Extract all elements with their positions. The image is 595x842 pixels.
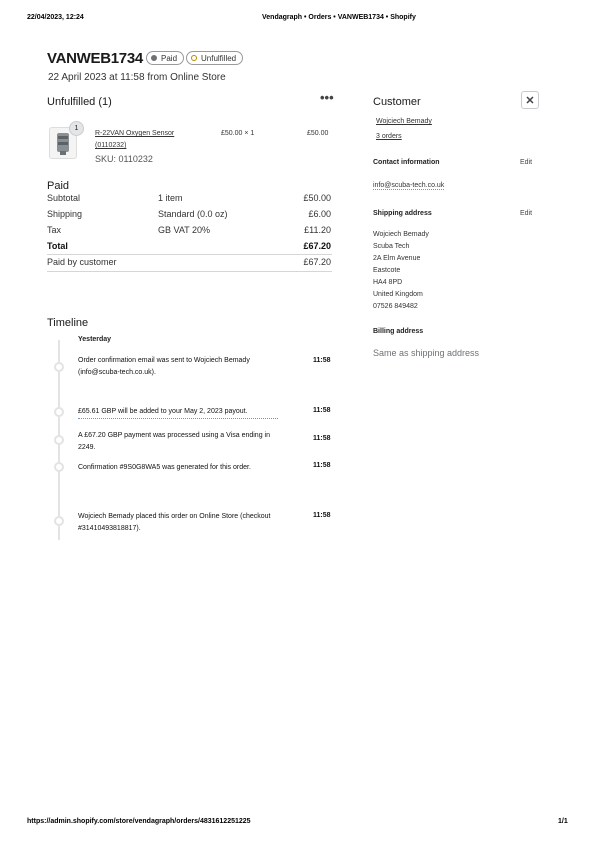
billing-address-value: Same as shipping address xyxy=(373,348,480,358)
print-datetime: 22/04/2023, 12:24 xyxy=(27,14,84,21)
product-line-total: £50.00 xyxy=(307,130,329,137)
order-number: VANWEB1734 xyxy=(47,50,143,67)
order-subtitle: 22 April 2023 at 11:58 from Online Store xyxy=(48,72,226,83)
timeline-dot-icon xyxy=(54,516,64,526)
payment-status-label: Paid xyxy=(161,53,178,63)
timeline-event-text[interactable]: £65.61 GBP will be added to your May 2, 2023 payout. xyxy=(78,406,278,419)
timeline-dot-icon xyxy=(54,435,64,445)
product-variant-link[interactable]: (0110232) xyxy=(95,142,127,149)
subtotal-desc: 1 item xyxy=(158,193,183,203)
paid-section-title: Paid xyxy=(47,180,70,192)
shipping-edit-button[interactable]: Edit xyxy=(520,210,533,217)
total-label: Total xyxy=(47,241,68,251)
timeline-event-time: 11:58 xyxy=(313,357,331,364)
product-name-link[interactable]: R-22VAN Oxygen Sensor xyxy=(95,130,175,137)
more-actions-icon[interactable]: ••• xyxy=(320,90,334,105)
shipping-label: Shipping xyxy=(47,209,83,219)
address-line: United Kingdom xyxy=(373,291,423,298)
customer-email-link[interactable]: info@scuba-tech.co.uk xyxy=(373,182,445,189)
paid-by-customer-amount: £67.20 xyxy=(303,257,331,267)
tax-label: Tax xyxy=(47,225,62,235)
address-line: 07526 849482 xyxy=(373,303,418,310)
product-sku: SKU: 0110232 xyxy=(95,154,153,164)
timeline-event-time: 11:58 xyxy=(313,435,331,442)
address-line: HA4 8PD xyxy=(373,279,403,286)
timeline-event-text: Order confirmation email was sent to Wojciech Bemady (info@scuba-tech.co.uk). xyxy=(78,357,250,376)
close-icon[interactable]: ✕ xyxy=(521,91,539,109)
billing-address-label: Billing address xyxy=(373,328,424,335)
quantity-badge: 1 xyxy=(69,121,84,136)
subtotal-label: Subtotal xyxy=(47,193,81,203)
status-dot-icon xyxy=(151,55,157,61)
fulfillment-status-badge xyxy=(186,51,243,65)
timeline-event-time: 11:58 xyxy=(313,462,331,469)
unfulfilled-title: Unfulfilled (1) xyxy=(47,96,112,108)
tax-desc: GB VAT 20% xyxy=(158,225,211,235)
print-page-number: 1/1 xyxy=(558,818,568,825)
print-url: https://admin.shopify.com/store/vendagraph/orders/4831612251225 xyxy=(27,818,251,825)
timeline-event-time: 11:58 xyxy=(313,512,331,519)
address-line: Scuba Tech xyxy=(373,243,410,250)
customer-title: Customer xyxy=(373,96,421,108)
address-line: Wojciech Bemady xyxy=(373,231,429,238)
shipping-desc: Standard (0.0 oz) xyxy=(158,209,228,219)
address-line: Eastcote xyxy=(373,267,401,274)
timeline-day-heading: Yesterday xyxy=(78,336,112,343)
payment-status-badge xyxy=(146,51,184,65)
product-unit-price: £50.00 × 1 xyxy=(221,130,255,137)
timeline-dot-icon xyxy=(54,407,64,417)
timeline-event-text: Confirmation #9S0G8WA5 was generated for this order. xyxy=(78,464,251,471)
timeline-event-text[interactable]: A £67.20 GBP payment was processed using a Visa ending in 2249. xyxy=(78,432,270,451)
timeline-event-text: Wojciech Bemady placed this order on Online Store (checkout #31410493818817). xyxy=(78,513,271,532)
shipping-address-block xyxy=(373,229,429,313)
fulfillment-status-label: Unfulfilled xyxy=(201,53,237,63)
total-amount: £67.20 xyxy=(303,241,331,251)
divider xyxy=(47,271,332,272)
subtotal-amount: £50.00 xyxy=(303,193,331,203)
print-title: Vendagraph • Orders • VANWEB1734 • Shopify xyxy=(262,14,416,21)
timeline-dot-icon xyxy=(54,362,64,372)
status-ring-icon xyxy=(191,55,197,61)
paid-by-customer-label: Paid by customer xyxy=(47,257,117,267)
customer-name-link[interactable]: Wojciech Bemady xyxy=(376,118,432,125)
shipping-amount: £6.00 xyxy=(308,209,331,219)
timeline-event-time: 11:58 xyxy=(313,407,331,414)
tax-amount: £11.20 xyxy=(304,225,331,235)
contact-info-label: Contact information xyxy=(373,159,440,166)
timeline-title: Timeline xyxy=(47,317,89,329)
address-line: 2A Elm Avenue xyxy=(373,255,421,262)
shipping-address-label: Shipping address xyxy=(373,210,432,217)
timeline-dot-icon xyxy=(54,462,64,472)
contact-edit-button[interactable]: Edit xyxy=(520,159,533,166)
divider xyxy=(47,254,332,255)
customer-orders-link[interactable]: 3 orders xyxy=(376,133,402,140)
